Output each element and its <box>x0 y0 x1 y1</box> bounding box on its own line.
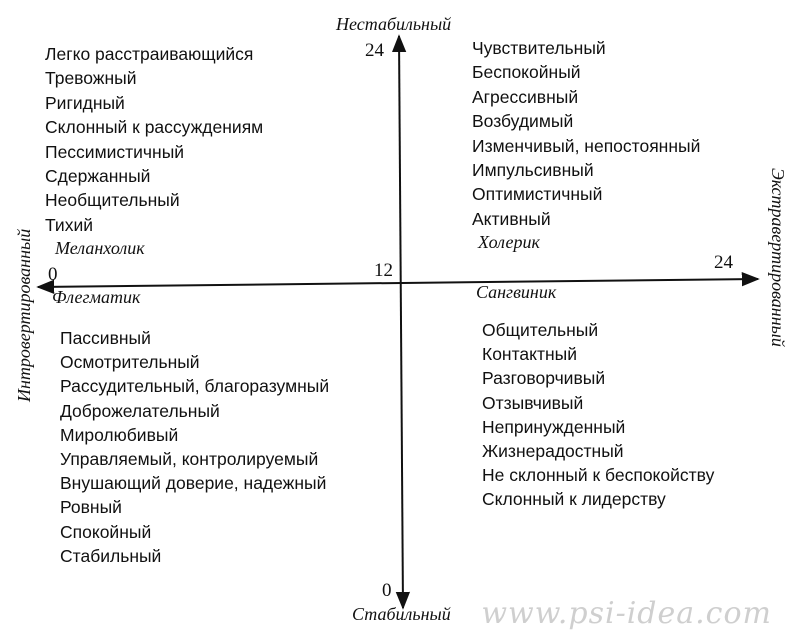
trait-list-bottom-right <box>482 318 714 512</box>
trait-item: Непринужденный <box>482 416 626 437</box>
trait-item: Сдержанный <box>45 165 151 186</box>
trait-item: Отзывчивый <box>482 392 584 413</box>
trait-item: Агрессивный <box>472 86 579 107</box>
trait-item: Не склонный к беспокойству <box>482 465 715 486</box>
trait-item: Импульсивный <box>472 159 594 180</box>
trait-item: Контактный <box>482 344 578 365</box>
trait-item: Управляемый, контролируемый <box>60 448 319 469</box>
temperament-melancholic: Меланхолик <box>55 238 145 258</box>
trait-item: Оптимистичный <box>472 184 603 205</box>
trait-item: Склонный к рассуждениям <box>45 117 264 138</box>
tick-center: 12 <box>374 260 393 281</box>
tick-bottom: 0 <box>382 580 392 601</box>
trait-item: Легко расстраивающийся <box>45 44 254 64</box>
trait-item: Ровный <box>60 497 122 518</box>
trait-list-bottom-left <box>60 326 329 568</box>
trait-item: Осмотрительный <box>60 352 200 373</box>
trait-item: Спокойный <box>60 521 152 542</box>
trait-item: Изменчивый, непостоянный <box>472 135 701 156</box>
trait-item: Чувствительный <box>472 38 606 58</box>
trait-item: Стабильный <box>60 545 162 566</box>
trait-item: Общительный <box>482 320 599 340</box>
trait-item: Жизнерадостный <box>482 440 624 461</box>
axis-label-right: Экстравертированный <box>768 168 788 347</box>
temperament-sanguine: Сангвиник <box>476 282 557 302</box>
temperament-phlegmatic: Флегматик <box>52 287 141 307</box>
watermark: www.psi-idea.com <box>481 596 772 631</box>
trait-list-top-right <box>472 36 700 231</box>
trait-item: Склонный к лидерству <box>482 489 666 510</box>
trait-item: Пассивный <box>60 328 151 348</box>
trait-item: Внушающий доверие, надежный <box>60 473 327 494</box>
trait-list-top-left <box>45 42 263 237</box>
vertical-axis <box>399 36 403 608</box>
trait-item: Пессимистичный <box>45 141 185 162</box>
trait-item: Активный <box>472 208 551 229</box>
trait-item: Рассудительный, благоразумный <box>60 376 330 397</box>
temperament-choleric: Холерик <box>478 232 540 252</box>
trait-item: Возбудимый <box>472 111 574 132</box>
tick-left: 0 <box>48 264 58 285</box>
trait-item: Ригидный <box>45 92 125 113</box>
trait-item: Миролюбивый <box>60 424 179 445</box>
tick-top: 24 <box>365 40 384 61</box>
trait-item: Разговорчивый <box>482 368 606 389</box>
axis-label-bottom: Стабильный <box>352 604 451 624</box>
axis-label-left: Интровертированный <box>14 228 34 402</box>
trait-item: Беспокойный <box>472 62 581 83</box>
trait-item: Тихий <box>45 214 93 235</box>
tick-right: 24 <box>714 252 733 273</box>
trait-item: Необщительный <box>45 190 180 211</box>
trait-item: Доброжелательный <box>60 400 220 421</box>
horizontal-axis <box>38 279 758 287</box>
trait-item: Тревожный <box>45 68 137 89</box>
axis-label-top: Нестабильный <box>336 14 452 34</box>
